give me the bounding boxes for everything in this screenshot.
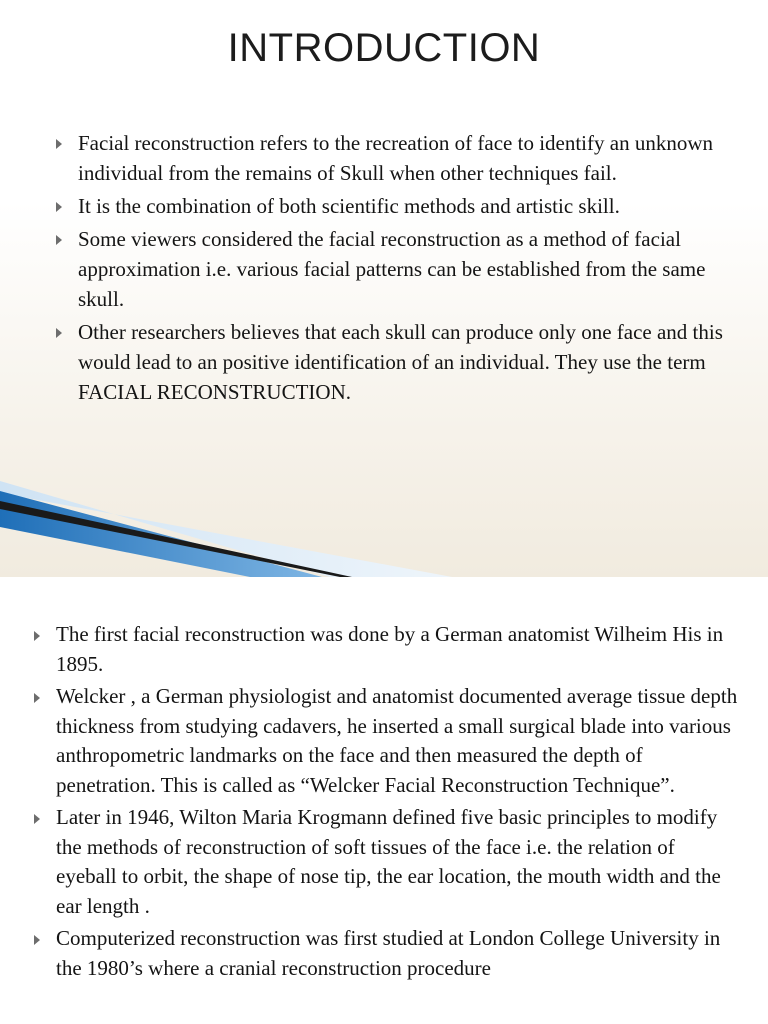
slide-history <box>0 577 768 1024</box>
list-item <box>30 803 740 921</box>
bullet-text: Later in 1946, Wilton Maria Krogmann defined five basic principles to modify the methods of reconstruction of soft tissues of the face i.e. the relation of eyeball to orbit, the shape of nose tip, the ear location, the mouth width and the ear length . <box>56 805 721 918</box>
decorative-ribbon <box>0 467 768 577</box>
triangle-bullet-icon <box>56 139 62 149</box>
bullet-text: The first facial reconstruction was done by a German anatomist Wilheim His in 1895. <box>56 622 724 676</box>
bullet-text: Welcker , a German physiologist and anatomist documented average tissue depth thickness from studying cadavers, he inserted a small surgical blade into various anthropometric landmarks on the face and then measured the depth of penetration. This is called as “Welcker Facial Reconstruction Technique”. <box>56 684 738 797</box>
list-item <box>52 128 742 188</box>
bullet-text: It is the combination of both scientific methods and artistic skill. <box>78 194 620 218</box>
triangle-bullet-icon <box>56 235 62 245</box>
triangle-bullet-icon <box>34 814 40 824</box>
bullet-list <box>52 128 742 410</box>
list-item <box>52 317 742 407</box>
triangle-bullet-icon <box>56 328 62 338</box>
bullet-text: Facial reconstruction refers to the recreation of face to identify an unknown individual from the remains of Skull when other techniques fail. <box>78 131 713 185</box>
triangle-bullet-icon <box>34 693 40 703</box>
triangle-bullet-icon <box>34 935 40 945</box>
list-item <box>30 924 740 983</box>
list-item <box>30 620 740 679</box>
bullet-text: Some viewers considered the facial reconstruction as a method of facial approximation i.e. various facial patterns can be established from the same skull. <box>78 227 706 311</box>
bullet-list <box>30 620 740 986</box>
bullet-text: Computerized reconstruction was first studied at London College University in the 1980’s where a cranial reconstruction procedure <box>56 926 721 980</box>
bullet-text: Other researchers believes that each skull can produce only one face and this would lead to an positive identification of an individual. They use the term FACIAL RECONSTRUCTION. <box>78 320 723 404</box>
list-item <box>30 682 740 800</box>
slide-title: INTRODUCTION <box>227 26 541 70</box>
triangle-bullet-icon <box>56 202 62 212</box>
list-item <box>52 191 742 221</box>
triangle-bullet-icon <box>34 631 40 641</box>
list-item <box>52 224 742 314</box>
